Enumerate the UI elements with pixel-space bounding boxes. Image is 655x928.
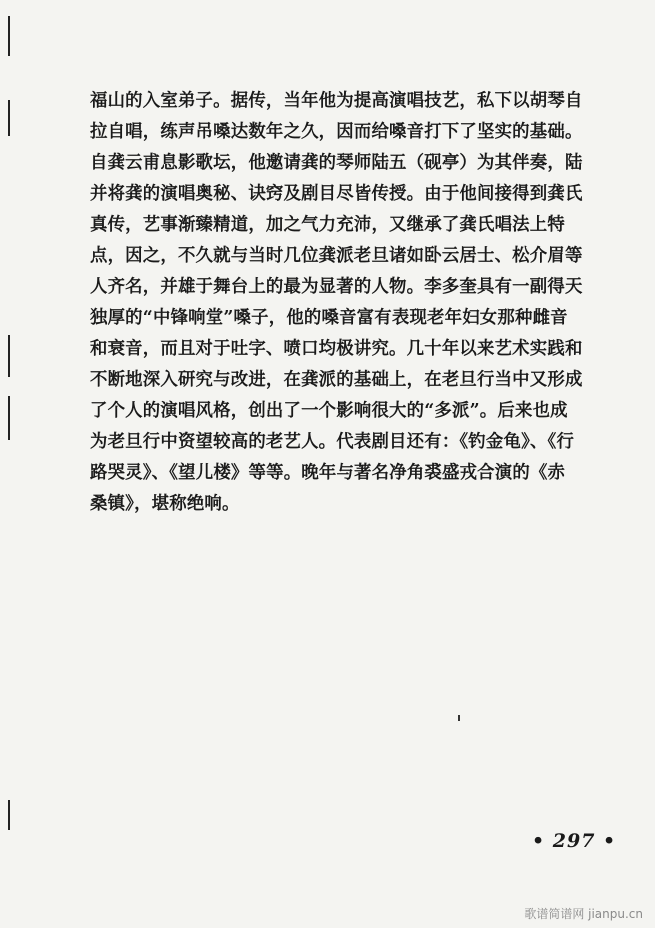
scan-edge-mark (8, 16, 10, 56)
text-line: 独厚的“中锋响堂”嗓子，他的嗓音富有表现老年妇女那种雌音 (90, 308, 568, 328)
body-text (90, 86, 610, 520)
watermark: 歌谱简谱网 jianpu.cn (524, 907, 643, 921)
text-line: 为老旦行中资望较高的老艺人。代表剧目还有：《钓金龟》、《行 (90, 432, 575, 452)
text-line: 自龚云甫息影歌坛，他邀请龚的琴师陆五（砚亭）为其伴奏，陆 (90, 153, 583, 173)
scan-edge-mark (8, 396, 10, 440)
scan-edge-mark (8, 800, 10, 830)
scan-speck (458, 715, 460, 721)
text-line: 桑镇》，堪称绝响。 (90, 494, 240, 514)
text-line: 真传，艺事渐臻精道，加之气力充沛，又继承了龚氏唱法上特 (90, 215, 565, 235)
text-line: 点，因之，不久就与当时几位龚派老旦诸如卧云居士、松介眉等 (90, 246, 583, 266)
text-line: 了个人的演唱风格，创出了一个影响很大的“多派”。后来也成 (90, 401, 568, 421)
scan-edge-mark (8, 100, 10, 136)
text-line: 和衰音，而且对于吐字、喷口均极讲究。几十年以来艺术实践和 (90, 339, 583, 359)
text-line: 路哭灵》、《望儿楼》等等。晚年与著名净角裘盛戎合演的《赤 (90, 463, 566, 483)
scan-edge-mark (8, 335, 10, 377)
text-line: 福山的入室弟子。据传，当年他为提高演唱技艺，私下以胡琴自 (90, 91, 583, 111)
text-line: 不断地深入研究与改进，在龚派的基础上，在老旦行当中又形成 (90, 370, 583, 390)
page-number: • 297 • (532, 830, 617, 852)
text-line: 并将龚的演唱奥秘、诀窍及剧目尽皆传授。由于他间接得到龚氏 (90, 184, 583, 204)
text-line: 拉自唱，练声吊嗓达数年之久，因而给嗓音打下了坚实的基础。 (90, 122, 583, 142)
text-line: 人齐名，并雄于舞台上的最为显著的人物。李多奎具有一副得天 (90, 277, 583, 297)
